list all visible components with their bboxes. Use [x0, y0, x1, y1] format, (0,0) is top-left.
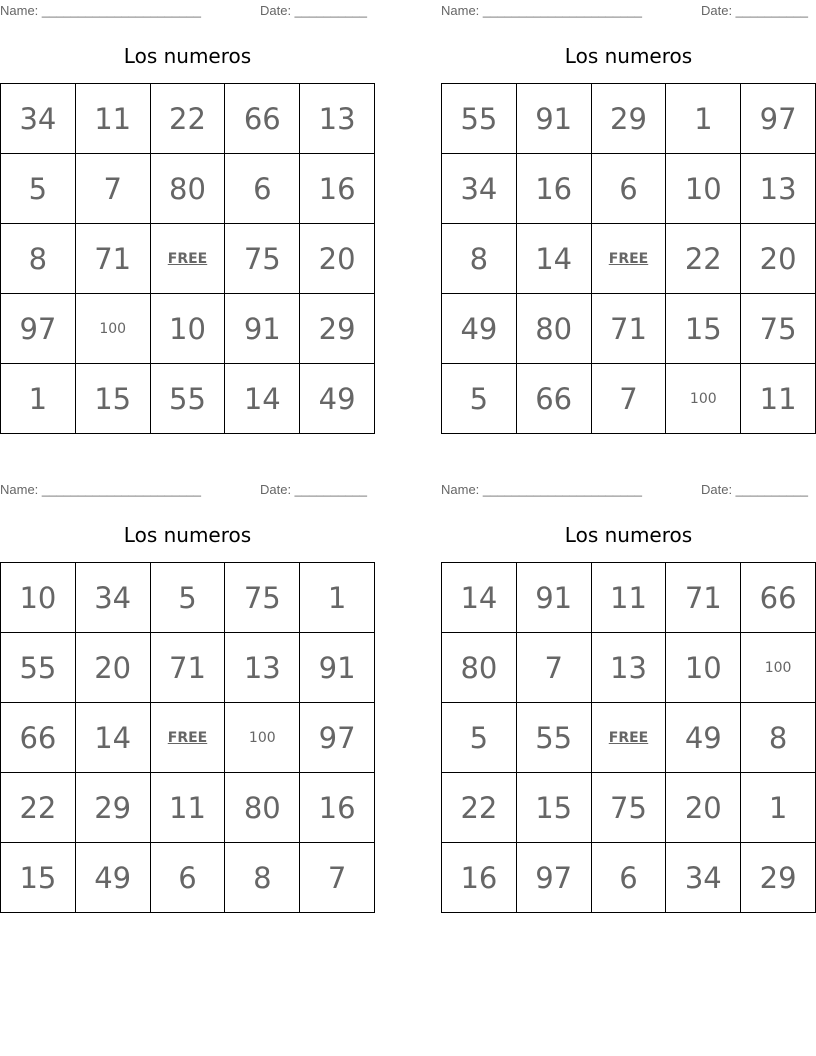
grid-cell: 1	[300, 563, 375, 633]
grid-cell: 8	[741, 703, 816, 773]
grid-cell: 80	[150, 154, 225, 224]
grid-cell: 10	[666, 633, 741, 703]
grid-cell: 13	[741, 154, 816, 224]
grid-row	[442, 563, 816, 633]
grid-cell: 91	[300, 633, 375, 703]
grid-cell: 34	[442, 154, 517, 224]
grid-row	[1, 364, 375, 434]
grid-row	[1, 84, 375, 154]
grid-cell: 8	[1, 224, 76, 294]
grid-cell: 71	[75, 224, 150, 294]
grid-cell: 97	[300, 703, 375, 773]
grid-cell: 29	[591, 84, 666, 154]
grid-cell: 20	[75, 633, 150, 703]
grid-cell: 22	[442, 773, 517, 843]
bingo-grid	[0, 562, 375, 913]
grid-cell: 75	[225, 563, 300, 633]
grid-row	[1, 843, 375, 913]
grid-cell: 16	[442, 843, 517, 913]
free-space: FREE	[591, 703, 666, 773]
grid-row	[1, 224, 375, 294]
free-space: FREE	[150, 224, 225, 294]
grid-cell: 97	[741, 84, 816, 154]
grid-row	[442, 154, 816, 224]
grid-cell: 29	[741, 843, 816, 913]
grid-cell: 6	[150, 843, 225, 913]
grid-cell: 5	[442, 364, 517, 434]
name-field: Name: ______________________	[0, 482, 201, 497]
grid-cell: 10	[666, 154, 741, 224]
grid-cell: 7	[300, 843, 375, 913]
grid-cell: 34	[1, 84, 76, 154]
grid-row	[442, 294, 816, 364]
grid-row	[442, 703, 816, 773]
date-field: Date: __________	[260, 3, 367, 18]
grid-row	[442, 224, 816, 294]
grid-cell: 13	[225, 633, 300, 703]
grid-row	[442, 364, 816, 434]
grid-cell: 55	[1, 633, 76, 703]
bingo-card	[441, 0, 816, 416]
grid-cell: 14	[516, 224, 591, 294]
grid-cell: 13	[300, 84, 375, 154]
grid-cell: 34	[666, 843, 741, 913]
grid-cell: 91	[516, 84, 591, 154]
grid-cell: 15	[666, 294, 741, 364]
grid-cell: 8	[225, 843, 300, 913]
grid-cell: 8	[442, 224, 517, 294]
grid-cell: 14	[442, 563, 517, 633]
grid-cell: 71	[591, 294, 666, 364]
grid-cell: 66	[741, 563, 816, 633]
grid-cell: 5	[1, 154, 76, 224]
grid-cell: 6	[225, 154, 300, 224]
bingo-grid	[441, 562, 816, 913]
header-fields	[0, 0, 375, 22]
grid-cell: 55	[442, 84, 517, 154]
grid-cell: 49	[75, 843, 150, 913]
grid-cell: 13	[591, 633, 666, 703]
name-field: Name: ______________________	[441, 482, 642, 497]
grid-cell: 15	[1, 843, 76, 913]
grid-cell: 80	[442, 633, 517, 703]
grid-cell: 7	[591, 364, 666, 434]
grid-row	[1, 154, 375, 224]
grid-cell: 16	[300, 773, 375, 843]
grid-cell: 100	[225, 703, 300, 773]
grid-cell: 49	[300, 364, 375, 434]
bingo-card	[441, 479, 816, 895]
grid-cell: 66	[225, 84, 300, 154]
date-field: Date: __________	[260, 482, 367, 497]
grid-cell: 66	[1, 703, 76, 773]
name-field: Name: ______________________	[441, 3, 642, 18]
grid-cell: 11	[75, 84, 150, 154]
bingo-card	[0, 479, 375, 895]
card-title: Los numeros	[123, 523, 252, 547]
date-field: Date: __________	[701, 3, 808, 18]
grid-row	[1, 703, 375, 773]
header-fields	[441, 479, 816, 501]
grid-cell: 97	[516, 843, 591, 913]
grid-cell: 1	[666, 84, 741, 154]
grid-cell: 29	[300, 294, 375, 364]
grid-cell: 6	[591, 843, 666, 913]
grid-cell: 1	[741, 773, 816, 843]
bingo-grid	[0, 83, 375, 434]
grid-row	[1, 773, 375, 843]
grid-cell: 49	[666, 703, 741, 773]
grid-row	[442, 84, 816, 154]
grid-row	[1, 563, 375, 633]
grid-cell: 80	[225, 773, 300, 843]
grid-cell: 71	[150, 633, 225, 703]
grid-cell: 100	[666, 364, 741, 434]
grid-cell: 10	[1, 563, 76, 633]
grid-cell: 100	[741, 633, 816, 703]
card-title: Los numeros	[564, 523, 693, 547]
grid-cell: 66	[516, 364, 591, 434]
grid-cell: 10	[150, 294, 225, 364]
grid-cell: 75	[225, 224, 300, 294]
card-title: Los numeros	[564, 44, 693, 68]
grid-cell: 15	[75, 364, 150, 434]
grid-cell: 7	[516, 633, 591, 703]
grid-cell: 75	[591, 773, 666, 843]
free-space: FREE	[150, 703, 225, 773]
bingo-grid	[441, 83, 816, 434]
date-field: Date: __________	[701, 482, 808, 497]
grid-cell: 55	[516, 703, 591, 773]
grid-cell: 16	[516, 154, 591, 224]
free-space: FREE	[591, 224, 666, 294]
grid-cell: 15	[516, 773, 591, 843]
grid-cell: 34	[75, 563, 150, 633]
grid-cell: 6	[591, 154, 666, 224]
name-field: Name: ______________________	[0, 3, 201, 18]
grid-row	[1, 633, 375, 703]
grid-cell: 22	[150, 84, 225, 154]
grid-row	[442, 773, 816, 843]
grid-cell: 91	[225, 294, 300, 364]
header-fields	[441, 0, 816, 22]
grid-cell: 16	[300, 154, 375, 224]
grid-cell: 22	[1, 773, 76, 843]
card-title: Los numeros	[123, 44, 252, 68]
grid-cell: 49	[442, 294, 517, 364]
grid-cell: 14	[75, 703, 150, 773]
grid-cell: 11	[741, 364, 816, 434]
grid-cell: 20	[741, 224, 816, 294]
grid-cell: 1	[1, 364, 76, 434]
grid-cell: 22	[666, 224, 741, 294]
grid-row	[442, 843, 816, 913]
grid-cell: 29	[75, 773, 150, 843]
grid-cell: 14	[225, 364, 300, 434]
header-fields	[0, 479, 375, 501]
bingo-card	[0, 0, 375, 416]
grid-cell: 11	[150, 773, 225, 843]
grid-cell: 20	[666, 773, 741, 843]
grid-cell: 97	[1, 294, 76, 364]
grid-cell: 75	[741, 294, 816, 364]
grid-cell: 11	[591, 563, 666, 633]
grid-row	[442, 633, 816, 703]
grid-cell: 91	[516, 563, 591, 633]
grid-cell: 5	[442, 703, 517, 773]
grid-cell: 20	[300, 224, 375, 294]
grid-row	[1, 294, 375, 364]
grid-cell: 7	[75, 154, 150, 224]
grid-cell: 100	[75, 294, 150, 364]
grid-cell: 80	[516, 294, 591, 364]
grid-cell: 55	[150, 364, 225, 434]
grid-cell: 71	[666, 563, 741, 633]
grid-cell: 5	[150, 563, 225, 633]
